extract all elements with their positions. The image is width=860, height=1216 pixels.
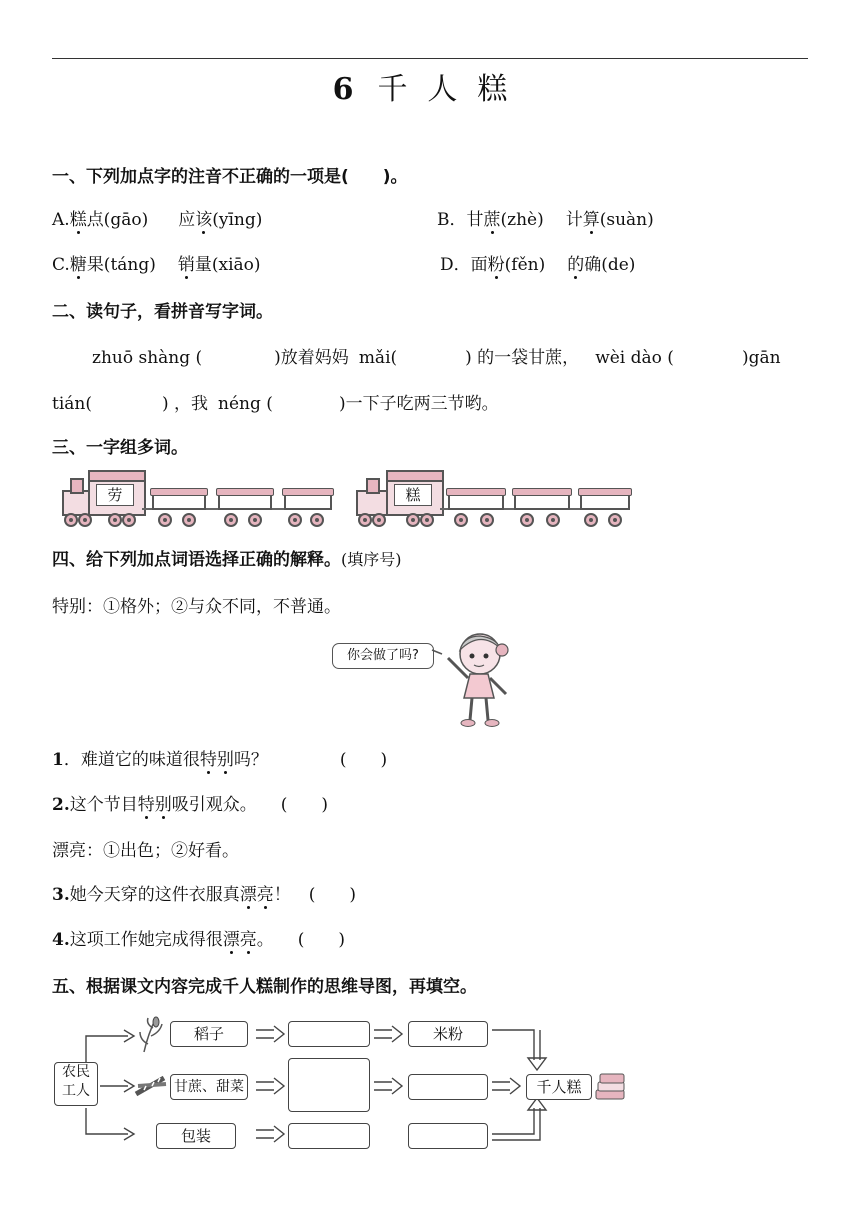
dotted-char: 漂	[239, 885, 257, 905]
option-text: 点(gāo)	[86, 210, 149, 230]
wheel	[480, 513, 494, 527]
rice-stalk-icon	[136, 1014, 166, 1054]
dotted-char: 糕	[69, 210, 87, 230]
answer-paren[interactable]: ( )	[308, 885, 357, 905]
option-key: C.	[52, 255, 70, 275]
wheel	[158, 513, 172, 527]
train-car-blank[interactable]	[284, 494, 332, 510]
wheel	[406, 513, 420, 527]
sentence-text: 。	[256, 930, 274, 950]
sentence-num: 3.	[52, 885, 70, 905]
wheel	[310, 513, 324, 527]
q2-line-2	[52, 389, 499, 414]
q4-heading-row	[52, 545, 402, 570]
definition-tebie: 特别：①格外；②与众不同，不普通。	[52, 597, 341, 617]
sentence-text: )放着妈妈	[274, 348, 349, 368]
q1-option-a[interactable]	[52, 205, 262, 230]
train-car-blank[interactable]	[580, 494, 630, 510]
sentence-text: ．难道它的味道很	[63, 750, 200, 770]
dotted-char: 漂	[222, 930, 240, 950]
dotted-char: 算	[582, 210, 600, 230]
word-train-2	[352, 468, 642, 528]
option-text: 计	[565, 210, 583, 230]
option-text: (fěn)	[504, 255, 546, 275]
engine-chimney	[70, 478, 84, 494]
mind-package-box: 包装	[156, 1123, 236, 1149]
dotted-char: 别	[154, 795, 172, 815]
option-text: (suàn)	[599, 210, 654, 230]
wheel	[224, 513, 238, 527]
sentence-text: )gān	[741, 348, 781, 368]
sentence-num: 2.	[52, 795, 70, 815]
q4-heading: 四、给下列加点词语选择正确的解释。	[52, 550, 341, 570]
wheel	[584, 513, 598, 527]
dotted-char: 特	[137, 795, 155, 815]
wheel	[182, 513, 196, 527]
dotted-char: 亮	[256, 885, 274, 905]
wheel	[122, 513, 136, 527]
mind-result-box: 千人糕	[526, 1074, 592, 1100]
dotted-char: 亮	[239, 930, 257, 950]
speech-bubble: 你会做了吗?	[332, 643, 434, 669]
page-title	[0, 64, 860, 108]
option-key: D．	[440, 255, 471, 275]
sentence-text: )一下子吃两三节哟。	[338, 394, 499, 414]
sugarcane-icon	[134, 1072, 168, 1098]
train-char-box[interactable]: 糕	[394, 484, 432, 506]
q1-option-b[interactable]	[437, 205, 654, 230]
wheel	[288, 513, 302, 527]
wheel	[108, 513, 122, 527]
sentence-4	[52, 925, 345, 950]
dotted-char: 销	[177, 255, 195, 275]
sentence-text: 她今天穿的这件衣服真	[69, 885, 240, 905]
dotted-char: 粉	[487, 255, 505, 275]
sentence-text: ) 的一袋甘蔗，	[465, 348, 580, 368]
sentence-2	[52, 790, 328, 815]
wheel	[248, 513, 262, 527]
train-car-blank[interactable]	[152, 494, 206, 510]
answer-paren[interactable]: ( )	[280, 795, 329, 815]
sentence-text: ！	[273, 885, 291, 905]
train-car-blank[interactable]	[448, 494, 504, 510]
wheel	[546, 513, 560, 527]
option-key: A.	[52, 210, 70, 230]
q1-option-d[interactable]	[440, 250, 635, 275]
cake-stack-icon	[594, 1072, 628, 1102]
wheel	[358, 513, 372, 527]
mind-rice-flour-box: 米粉	[408, 1021, 488, 1047]
option-text: 果(táng)	[86, 255, 156, 275]
option-text: 应	[178, 210, 196, 230]
pinyin: tián(	[52, 394, 92, 414]
option-text: (zhè)	[500, 210, 544, 230]
sentence-text: 吗？	[233, 750, 268, 770]
sentence-text: 吸引观众。	[171, 795, 257, 815]
wheel	[64, 513, 78, 527]
wheel	[608, 513, 622, 527]
sentence-3	[52, 880, 356, 905]
option-text: 确(de)	[584, 255, 636, 275]
mind-blank-box[interactable]	[408, 1123, 488, 1149]
lesson-title: 千人糕	[377, 72, 528, 107]
answer-paren[interactable]: ( )	[297, 930, 346, 950]
mind-source-box: 农民 工人	[54, 1062, 98, 1106]
lesson-number: 6	[332, 72, 356, 107]
pinyin: néng (	[218, 394, 273, 414]
option-text: 甘	[466, 210, 484, 230]
wheel	[520, 513, 534, 527]
sentence-text: 这个节目	[69, 795, 138, 815]
pinyin: zhuō shàng (	[92, 348, 203, 368]
mind-blank-box[interactable]	[288, 1021, 370, 1047]
sentence-num: 4.	[52, 930, 70, 950]
q5-heading: 五、根据课文内容完成千人糕制作的思维导图，再填空。	[52, 977, 477, 997]
girl-illustration-icon	[430, 628, 530, 730]
pinyin: wèi dào (	[595, 348, 674, 368]
pinyin: mǎi(	[358, 348, 398, 368]
answer-paren[interactable]: ( )	[339, 750, 388, 770]
sentence-1	[52, 745, 387, 770]
word-train-1	[58, 468, 338, 528]
q1-option-c[interactable]	[52, 250, 261, 275]
option-text: 面	[470, 255, 488, 275]
mind-sugar-box: 甘蔗、甜菜	[170, 1074, 248, 1100]
dotted-char: 蔗	[483, 210, 501, 230]
wheel	[420, 513, 434, 527]
top-rule	[52, 58, 808, 59]
q3-heading: 三、一字组多词。	[52, 438, 188, 458]
mind-blank-box[interactable]	[288, 1123, 370, 1149]
wheel	[78, 513, 92, 527]
dotted-char: 糖	[69, 255, 87, 275]
wheel	[372, 513, 386, 527]
option-text: 量(xiāo)	[194, 255, 261, 275]
engine-chimney	[366, 478, 380, 494]
option-key: B．	[437, 210, 467, 230]
wheel	[454, 513, 468, 527]
mind-blank-box[interactable]	[288, 1058, 370, 1112]
sentence-text: 这项工作她完成得很	[69, 930, 223, 950]
mind-rice-box: 稻子	[170, 1021, 248, 1047]
dotted-char: 特	[199, 750, 217, 770]
dotted-char: 别	[216, 750, 234, 770]
sentence-text: ) ，我	[162, 394, 209, 414]
mind-blank-box[interactable]	[408, 1074, 488, 1100]
option-text: (yīng)	[212, 210, 263, 230]
dotted-char: 该	[195, 210, 213, 230]
q2-line-1	[92, 343, 781, 368]
q1-heading: 一、下列加点字的注音不正确的一项是( )。	[52, 167, 408, 187]
train-car-blank[interactable]	[218, 494, 272, 510]
definition-piaoliang: 漂亮：①出色；②好看。	[52, 841, 239, 861]
train-char-box[interactable]: 劳	[96, 484, 134, 506]
train-car-blank[interactable]	[514, 494, 570, 510]
sentence-num: 1	[52, 750, 64, 770]
dotted-char: 的	[567, 255, 585, 275]
q2-heading: 二、读句子，看拼音写字词。	[52, 302, 273, 322]
q4-heading-note: (填序号)	[341, 550, 402, 569]
